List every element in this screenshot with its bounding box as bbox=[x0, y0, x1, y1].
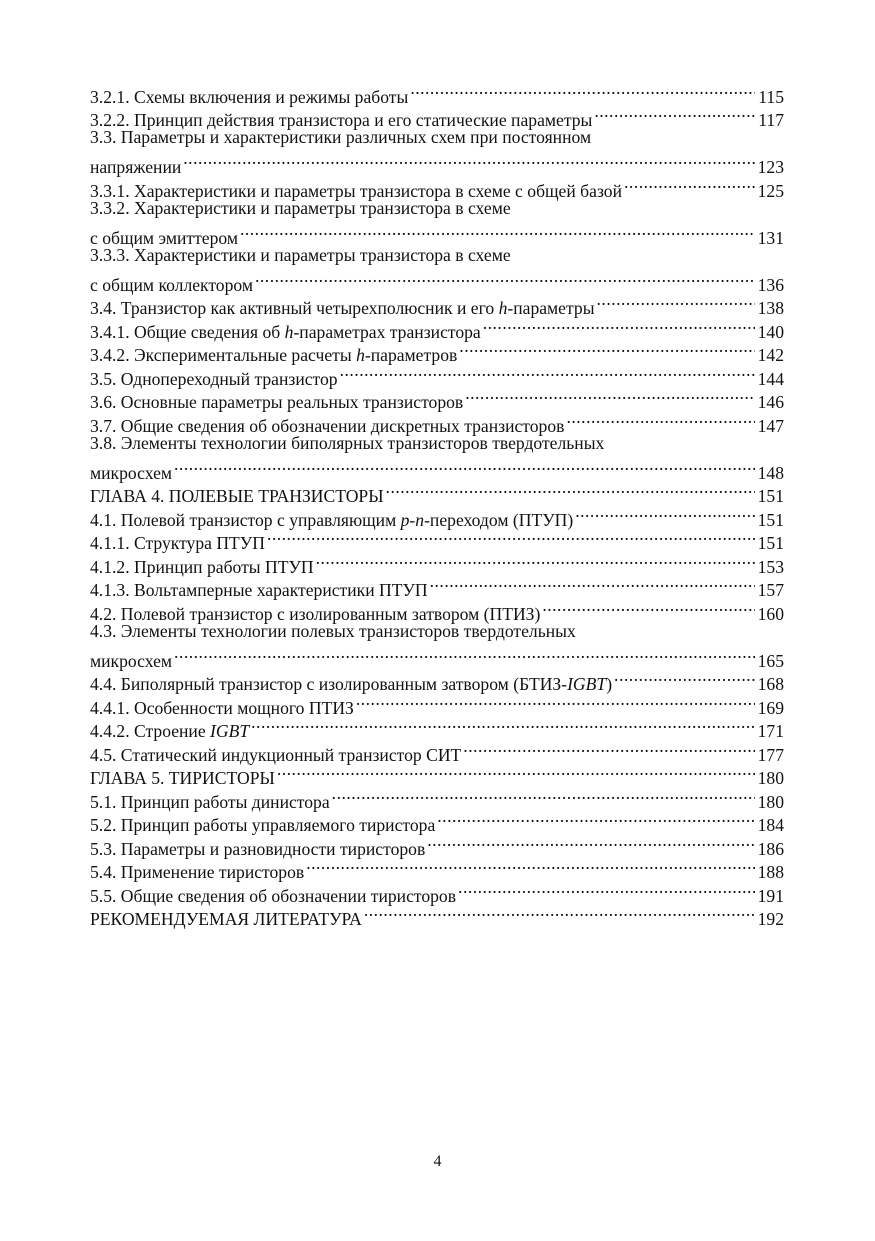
toc-entry-page-number: 180 bbox=[757, 791, 784, 812]
toc-entry-title: 4.1.2. Принцип работы ПТУП bbox=[90, 556, 314, 577]
toc-entry-page-number: 151 bbox=[757, 509, 784, 530]
dot-leader bbox=[624, 173, 755, 197]
toc-entry[interactable] bbox=[90, 596, 784, 624]
toc-entry-title: 3.7. Общие сведения об обозначении дискретных транзисторов bbox=[90, 415, 565, 436]
toc-entry-title-text: 4.4. Биполярный транзистор с изолированным затвором (БТИЗ- bbox=[90, 674, 568, 694]
toc-entry-page-number: 177 bbox=[757, 744, 784, 765]
toc-entry-page-number: 125 bbox=[757, 180, 784, 201]
toc-entry-title: 3.5. Однопереходный транзистор bbox=[90, 368, 338, 389]
toc-entry-title: 4.1.1. Структура ПТУП bbox=[90, 533, 265, 553]
dot-leader bbox=[174, 455, 755, 479]
toc-entry-title-first-line: 3.3.3. Характеристики и параметры транзистора в схеме bbox=[90, 244, 511, 265]
toc-entry-title-first-line: 4.3. Элементы технологии полевых транзисторов твердотельных bbox=[90, 620, 576, 641]
toc-entry-title: ГЛАВА 5. ТИРИСТОРЫ bbox=[90, 768, 275, 788]
toc-entry[interactable] bbox=[90, 902, 784, 929]
toc-entry[interactable] bbox=[90, 291, 784, 318]
toc-entry-page-number: 151 bbox=[757, 533, 784, 553]
toc-entry[interactable] bbox=[90, 855, 784, 882]
dot-leader bbox=[483, 314, 755, 338]
dot-leader bbox=[614, 667, 755, 691]
toc-entry[interactable] bbox=[90, 714, 784, 741]
toc-entry-title-text: 4.1. Полевой транзистор с управляющим bbox=[90, 509, 401, 530]
dot-leader bbox=[251, 714, 754, 738]
toc-entry[interactable] bbox=[90, 831, 784, 859]
toc-entry[interactable] bbox=[90, 502, 784, 530]
toc-entry-page-number: 191 bbox=[757, 885, 784, 906]
toc-entry[interactable] bbox=[90, 197, 784, 248]
dot-leader bbox=[410, 79, 755, 103]
dot-leader bbox=[575, 502, 754, 526]
toc-entry-title-first-line: 3.3.2. Характеристики и параметры транзистора в схеме bbox=[90, 197, 511, 218]
toc-entry-title-text: -параметрах транзистора bbox=[293, 321, 481, 342]
page-number: 4 bbox=[433, 1153, 442, 1170]
dot-leader bbox=[566, 408, 754, 432]
dot-leader bbox=[277, 761, 755, 785]
dot-leader bbox=[183, 150, 754, 174]
toc-entry-title-first-line: 3.8. Элементы технологии биполярных транзисторов твердотельных bbox=[90, 432, 605, 453]
toc-entry-title-text: 3.4.2. Экспериментальные расчеты bbox=[90, 345, 357, 365]
toc-entry-title: 3.3.1. Характеристики и параметры транзистора в схеме с общей базой bbox=[90, 180, 623, 201]
toc-entry-title: 3.2.2. Принцип действия транзистора и его статические параметры bbox=[90, 110, 593, 130]
toc-entry-title-text: 3.4.1. Общие сведения об bbox=[90, 321, 285, 342]
table-of-contents bbox=[90, 79, 784, 929]
dot-leader bbox=[255, 267, 755, 291]
toc-entry-page-number: 171 bbox=[757, 721, 784, 741]
toc-entry-page-number: 123 bbox=[757, 157, 784, 177]
toc-entry[interactable] bbox=[90, 103, 784, 130]
toc-entry-page-number: 146 bbox=[757, 392, 784, 412]
dot-leader bbox=[463, 737, 754, 761]
dot-leader bbox=[542, 596, 754, 620]
toc-entry[interactable] bbox=[90, 526, 784, 553]
toc-entry-page-number: 186 bbox=[757, 838, 784, 859]
toc-entry[interactable] bbox=[90, 244, 784, 295]
dot-leader bbox=[316, 549, 755, 573]
toc-entry-title: 5.3. Параметры и разновидности тиристоров bbox=[90, 838, 426, 859]
dot-leader bbox=[597, 291, 755, 315]
toc-entry-page-number: 142 bbox=[757, 345, 784, 365]
toc-entry[interactable] bbox=[90, 784, 784, 812]
toc-entry-title-italic: h bbox=[356, 345, 365, 365]
toc-entry-page-number: 136 bbox=[757, 274, 784, 295]
toc-entry-page-number: 160 bbox=[757, 603, 784, 624]
toc-entry-title: 4.5. Статический индукционный транзистор СИТ bbox=[90, 744, 462, 765]
toc-entry[interactable] bbox=[90, 690, 784, 718]
toc-entry[interactable] bbox=[90, 126, 784, 177]
toc-entry-title-text: 3.4. Транзистор как активный четырехполюсник и его bbox=[90, 298, 499, 318]
toc-entry-page-number: 188 bbox=[757, 862, 784, 882]
toc-entry[interactable] bbox=[90, 314, 784, 342]
toc-entry-title: 5.1. Принцип работы динистора bbox=[90, 791, 330, 812]
dot-leader bbox=[306, 855, 754, 879]
dot-leader bbox=[174, 643, 755, 667]
toc-entry[interactable] bbox=[90, 549, 784, 577]
dot-leader bbox=[437, 808, 754, 832]
toc-entry-title-text: -параметры bbox=[507, 298, 595, 318]
toc-entry[interactable] bbox=[90, 667, 784, 694]
toc-entry-page-number: 153 bbox=[757, 556, 784, 577]
toc-entry-title: с общим коллектором bbox=[90, 274, 253, 295]
toc-entry-title: 3.6. Основные параметры реальных транзисторов bbox=[90, 392, 464, 412]
toc-entry-title: с общим эмиттером bbox=[90, 227, 238, 248]
toc-entry-title: напряжении bbox=[90, 157, 182, 177]
dot-leader bbox=[356, 690, 755, 714]
dot-leader bbox=[267, 526, 755, 550]
toc-entry-title: микросхем bbox=[90, 462, 173, 483]
toc-entry-title: 5.4. Применение тиристоров bbox=[90, 862, 305, 882]
toc-entry[interactable] bbox=[90, 737, 784, 765]
toc-entry-title: 3.2.1. Схемы включения и режимы работы bbox=[90, 86, 409, 107]
toc-entry[interactable] bbox=[90, 385, 784, 412]
toc-entry[interactable] bbox=[90, 878, 784, 906]
dot-leader bbox=[332, 784, 755, 808]
dot-leader bbox=[364, 902, 755, 926]
toc-entry-title: ГЛАВА 4. ПОЛЕВЫЕ ТРАНЗИСТОРЫ bbox=[90, 486, 384, 506]
toc-entry-title-text: ) bbox=[606, 674, 613, 694]
toc-entry-page-number: 168 bbox=[757, 674, 784, 694]
toc-entry-page-number: 131 bbox=[757, 227, 784, 248]
toc-entry[interactable] bbox=[90, 808, 784, 835]
toc-entry[interactable] bbox=[90, 79, 784, 107]
dot-leader bbox=[458, 878, 755, 902]
toc-entry-page-number: 144 bbox=[757, 368, 784, 389]
dot-leader bbox=[427, 831, 754, 855]
toc-entry[interactable] bbox=[90, 361, 784, 389]
toc-entry-title-italic: p-n bbox=[400, 509, 425, 530]
toc-entry-page-number: 165 bbox=[757, 650, 784, 671]
toc-entry[interactable] bbox=[90, 620, 784, 671]
toc-entry-title: микросхем bbox=[90, 650, 173, 671]
dot-leader bbox=[465, 385, 754, 409]
toc-entry-page-number: 138 bbox=[757, 298, 784, 318]
toc-entry-page-number: 147 bbox=[757, 415, 784, 436]
toc-entry-title-text: -параметров bbox=[364, 345, 458, 365]
toc-entry-page-number: 180 bbox=[757, 768, 784, 788]
toc-entry-page-number: 117 bbox=[758, 110, 784, 130]
toc-entry[interactable] bbox=[90, 338, 784, 365]
toc-entry-title-first-line: 3.3. Параметры и характеристики различных схем при постоянном bbox=[90, 127, 592, 147]
toc-entry-title-italic: h bbox=[498, 298, 508, 318]
toc-entry-title-text: 4.4.2. Строение bbox=[90, 721, 211, 741]
dot-leader bbox=[459, 338, 754, 362]
toc-entry-page-number: 192 bbox=[757, 909, 784, 929]
toc-entry[interactable] bbox=[90, 479, 784, 506]
toc-entry-title: 5.2. Принцип работы управляемого тиристора bbox=[90, 815, 436, 835]
toc-entry-title: 4.4.1. Особенности мощного ПТИЗ bbox=[90, 697, 354, 718]
dot-leader bbox=[340, 361, 755, 385]
dot-leader bbox=[594, 103, 755, 127]
toc-entry-title: 4.1.3. Вольтамперные характеристики ПТУП bbox=[90, 580, 428, 600]
toc-entry-title-italic: IGBT bbox=[567, 674, 607, 694]
toc-entry-title-text: -переходом (ПТУП) bbox=[424, 509, 574, 530]
toc-entry-title: 4.2. Полевой транзистор с изолированным затвором (ПТИЗ) bbox=[90, 603, 541, 624]
toc-entry-title: РЕКОМЕНДУЕМАЯ ЛИТЕРАТУРА bbox=[90, 909, 362, 929]
dot-leader bbox=[386, 479, 755, 503]
toc-entry-page-number: 184 bbox=[757, 815, 784, 835]
toc-entry-page-number: 140 bbox=[757, 321, 784, 342]
toc-entry[interactable] bbox=[90, 432, 784, 483]
toc-entry-page-number: 157 bbox=[757, 580, 784, 600]
toc-entry-title: 5.5. Общие сведения об обозначении тиристоров bbox=[90, 885, 457, 906]
toc-entry-page-number: 115 bbox=[758, 86, 784, 107]
toc-entry-title-italic: h bbox=[284, 321, 294, 342]
toc-entry[interactable] bbox=[90, 573, 784, 600]
toc-entry[interactable] bbox=[90, 761, 784, 788]
toc-entry[interactable] bbox=[90, 408, 784, 436]
dot-leader bbox=[430, 573, 755, 597]
toc-entry[interactable] bbox=[90, 173, 784, 201]
toc-entry-page-number: 151 bbox=[757, 486, 784, 506]
toc-entry-page-number: 169 bbox=[757, 697, 784, 718]
dot-leader bbox=[240, 220, 755, 244]
toc-entry-page-number: 148 bbox=[757, 462, 784, 483]
toc-entry-title-italic: IGBT bbox=[210, 721, 250, 741]
